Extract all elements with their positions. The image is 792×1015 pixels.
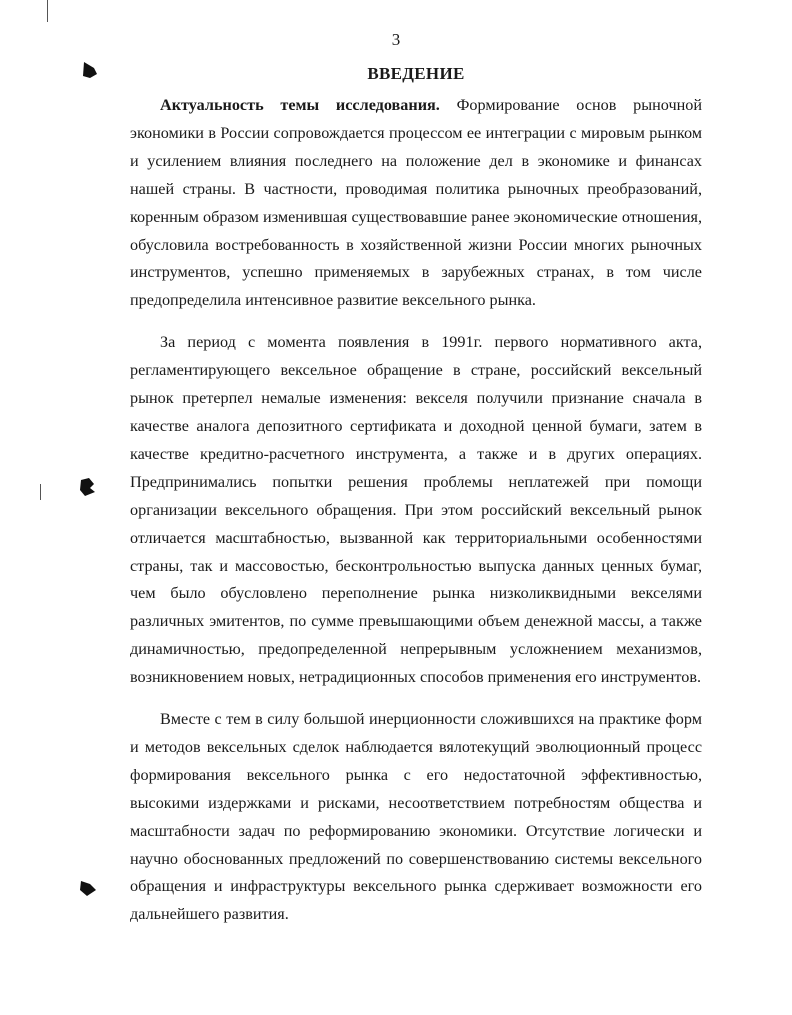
paragraph-problem: [130, 706, 702, 929]
scan-margin-line-middle: [40, 484, 41, 500]
paragraph-relevance: [130, 92, 702, 315]
punch-hole-mark-bottom: [78, 878, 98, 898]
scan-margin-line-top: [47, 0, 48, 22]
body-text: [130, 92, 702, 929]
paragraph-text: Вместе с тем в силу большой инерционности сложившихся на практике форм и методов вексельных сделок наблюдается вялотекущий эволюционный процесс формирования вексельного рынка с его недостаточной эффективностью, высокими издержками и рисками, несоответствием потребностям общества и масштабности задач по реформированию экономики. Отсутствие логически и научно обоснованных предложений по совершенствованию системы вексельного обращения и инфраструктуры вексельного рынка сдерживает возможности его дальнейшего развития.: [130, 710, 702, 924]
paragraph-text: За период с момента появления в 1991г. первого нормативного акта, регламентирующего вексельное обращение в стране, российский вексельный рынок претерпел немалые изменения: векселя получили признание сначала в качестве аналога депозитного сертификата и доходной ценной бумаги, затем в качестве кредитно-расчетного инструмента, а также и в других операциях. Предпринимались попытки решения проблемы неплатежей при помощи организации вексельного обращения. При этом российский вексельный рынок отличается масштабностью, вызванной как территориальными особенностями страны, так и массовостью, бесконтрольностью выпуска данных ценных бумаг, чем было обусловлено переполнение рынка низколиквидными векселями различных эмитентов, по сумме превышающими объем денежной массы, а также динамичностью, предопределенной непрерывным усложнением механизмов, возникновением новых, нетрадиционных способов применения его инструментов.: [130, 333, 702, 687]
paragraph-text: Формирование основ рыночной экономики в России сопровождается процессом ее интеграции с мировым рынком и усилением влияния последнего на положение дел в экономике и финансах нашей страны. В частности, проводимая политика рыночных преобразований, коренным образом изменившая существовавшие ранее экономические отношения, обусловила востребованность в хозяйственной жизни России многих рыночных инструментов, успешно применяемых в зарубежных странах, в том числе предопределила интенсивное развитие вексельного рынка.: [130, 96, 702, 310]
page-number: 3: [391, 30, 401, 49]
punch-hole-mark-top: [80, 60, 100, 80]
paragraph-lead: Актуальность темы исследования.: [160, 96, 440, 114]
punch-hole-mark-middle: [76, 476, 98, 498]
section-title: ВВЕДЕНИЕ: [367, 64, 465, 83]
paragraph-history: [130, 329, 702, 692]
